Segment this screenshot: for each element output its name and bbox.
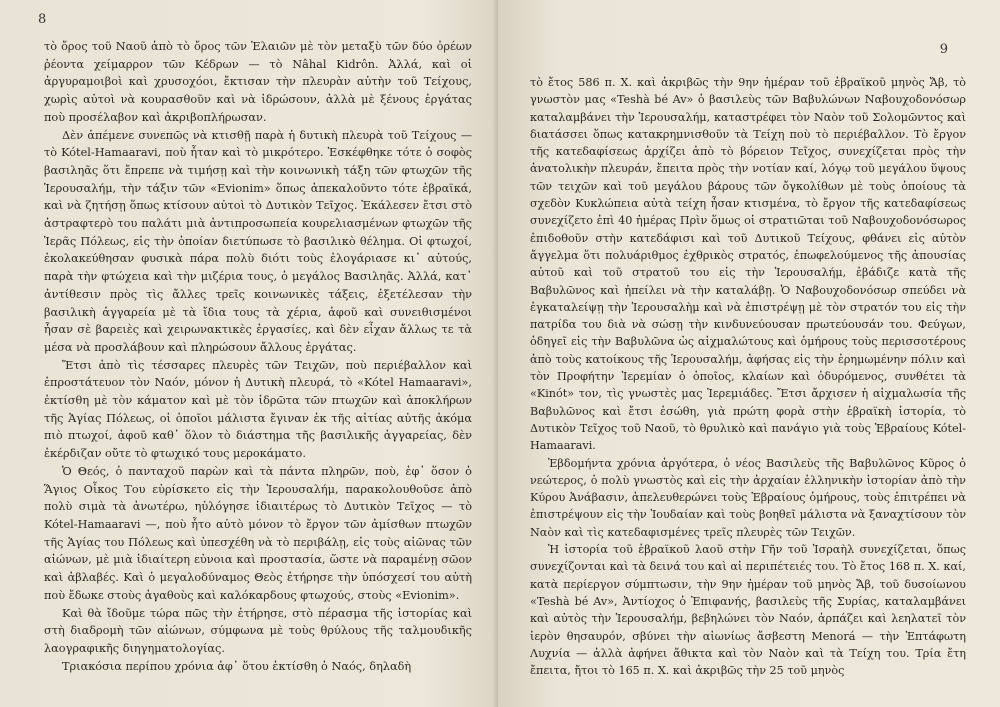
right-page-number: 9 — [939, 42, 948, 57]
right-page-text — [530, 74, 966, 679]
right-page — [498, 0, 1000, 707]
paragraph: Ὁ Θεός, ὁ πανταχοῦ παρὼν καὶ τὰ πάντα πληρῶν, ποὺ, ἐφ᾽ ὅσον ὁ Ἅγιος Οἶκος Του εὑρίσκετο εἰς τὴν Ἱερουσαλήμ, παρακολουθοῦσε ἀπὸ πολὺ σιμὰ τὰ ἀνωτέρω, ηὐλόγησε ἰδιαιτέρως τὸ Δυτικὸν Τεῖχος — τὸ Kótel-Hamaaravi —, ποὺ ἦτο αὐτὸ μόνον τὸ ἔργον τῶν ἀμίσθων πτωχῶν τῆς Ἁγίας του Πόλεως καὶ ὑπεσχέθη νὰ τὸ περιβάλῃ, εἰς τοὺς αἰῶνας τῶν αἰώνων, μὲ μιὰ ἰδιαίτερη εὐνοια καὶ προστασία, ὥστε νὰ παραμένῃ σῶον καὶ ἀβλαβές. Καὶ ὁ μεγαλοδύναμος Θεὸς ἐτήρησε τὴν ὑπόσχεσί του αὐτὴ ποὺ ἔδωκε στοὺς ἀγαθοὺς καὶ καλόκαρδους φτωχούς, στοὺς «Evionim». — [44, 464, 472, 602]
paragraph: Τριακόσια περίπου χρόνια ἀφ᾽ ὅτου ἐκτίσθη ὁ Ναός, δηλαδὴ — [62, 659, 412, 673]
paragraph: Καὶ θὰ ἴδοῦμε τώρα πῶς τὴν ἐτήρησε, στὸ πέρασμα τῆς ἱστορίας καὶ στὴ διαδρομὴ τῶν αἰώνων, σύμφωνα μὲ τοὺς θρύλους τῆς ταλμουδικῆς λαογραφικῆς διηγηματολογίας. — [44, 606, 472, 655]
paragraph: τὸ ἔτος 586 π. Χ. καὶ ἀκριβῶς τὴν 9ην ἡμέραν τοῦ ἑβραϊκοῦ μηνὸς Ἄβ, τὸ γνωστὸν μας «Teshà bé Av» ὁ βασιλεὺς τῶν Βαβυλώνων Ναβουχοδονόσωρ καταλαμβάνει τὴν Ἱερουσαλήμ, καταστρέφει τὸν Ναὸν τοῦ Σολομῶντος καὶ διατάσσει ὅπως κατακρημνισθοῦν τὰ Τείχη ποὺ τὸ περιέβαλλον. Τὸ ἔργον τῆς κατεδαφίσεως ἀρχίζει ἀπὸ τὸ βόρειον Τεῖχος, συνεχίζεται πρὸς τὴν ἀνατολικὴν πλευράν, ἔπειτα πρὸς τὴν νοτίαν καί, λόγῳ τοῦ μεγάλου ὕψους τῶν τειχῶν καὶ τοῦ μεγάλου βάρους τῶν ὄγκολίθων μὲ τοὺς ὁποίους τὰ σχεδὸν Κυκλώπεια αὐτὰ τείχη ἦσαν κτισμένα, τὸ ἔργον τῆς κατεδαφίσεως συνεχίζετο ἐπὶ 40 ἡμέρας Πρὶν ὅμως οἱ στρατιῶται τοῦ Ναβουχοδονόσωρος ἐπιδοθοῦν στὴν κατεδάφισι καὶ τοῦ Δυτικοῦ Τείχους, φθάνει εἰς αὐτὸν ἄγγελμα ὅτι πολυάριθμος ἐχθρικὸς στρατός, ἐπωφελούμενος τῆς ἀπουσίας αὐτοῦ καὶ τοῦ στρατοῦ του εἰς τὴν Ἱερουσαλήμ, ἐβάδιζε κατὰ τῆς Βαβυλῶνος καὶ ἠπείλει νὰ τὴν καταλάβῃ. Ὁ Ναβουχοδονόσωρ σπεύδει νὰ ἐγκαταλείψῃ τὴν Ἱερουσαλὴμ καὶ νὰ ἐπιστρέψῃ μὲ τὸν στρατόν του εἰς τὴν πατρίδα του διὰ νὰ σώσῃ τὴν κινδυνεύουσαν πρωτεύουσάν του. Φεύγων, ὁδηγεῖ εἰς τὴν Βαβυλῶνα ὡς αἰχμαλώτους καὶ ὁμήρους τοὺς περισσοτέρους ἀπὸ τοὺς κατοίκους τῆς Ἱερουσαλήμ, ἀφήσας εἰς τὴν ἐρημωμένην πόλιν καὶ τὸν Προφήτην Ἱερεμίαν ὁ ὁποῖος, κλαίων καὶ ὀδυρόμενος, συνθέτει τὰ «Kinót» τον, τὶς γνωστὲς μας Ἱερεμιάδες. Ἔτσι ἄρχισεν ἡ αἰχμαλωσία τῆς Βαβυλῶνος καὶ ἔτσι ἐσώθη, γιὰ πρώτη φορὰ στὴν ἑβραϊκὴ ἱστορία, τὸ Δυτικὸν Τεῖχος τοῦ Ναοῦ, τὸ θρυλικὸ καὶ πανάγιο γιὰ τοὺς Ἑβραίους Kótel-Hamaaravi. — [530, 76, 966, 453]
paragraph: Ἔτσι ἀπὸ τὶς τέσσαρες πλευρὲς τῶν Τειχῶν, ποὺ περιέβαλλον καὶ ἐπροστάτευον τὸν Ναόν, μόνον ἡ Δυτικὴ πλευρά, τὸ «Kótel Hamaaravi», ἐκτίσθη μὲ τὸν κάματον καὶ μὲ τὸν ἱδρῶτα τῶν πτωχῶν καὶ ἀποκλήρων τῆς Ἁγίας Πόλεως, οἱ ὁποῖοι μάλιστα ἔγιναν ἐκ τῆς αἰτίας αὐτῆς ἀκόμα πιὸ πτωχοί, ἀφοῦ καθ᾽ ὅλον τὸ διάστημα τῆς βασιλικῆς ἀγγαρείας, δὲν ἐκέρδιζαν οὔτε τὸ φτωχικό τους μεροκάματο. — [44, 358, 472, 461]
left-page — [0, 0, 498, 707]
paragraph: Δὲν ἀπέμενε συνεπῶς νὰ κτισθῇ παρὰ ἡ δυτικὴ πλευρὰ τοῦ Τείχους — τὸ Kótel-Hamaaravi, ποὺ ἦταν καὶ τὸ μικρότερο. Ἐσκέφθηκε τότε ὁ σοφὸς βασιληᾶς ὅτι ἔπρεπε νὰ τιμήσῃ καὶ τὴν κοινωνικὴ τάξη τῶν φτωχῶν τῆς Ἱερουσαλήμ, τὴν τάξιν τῶν «Evionim» ὅπως ἀπεκαλοῦντο τότε ἑβραϊκά, καὶ νὰ ζητήσῃ ὅπως κτίσουν αὐτοὶ τὸ Δυτικὸν Τεῖχος. Ἐκάλεσεν ἔτσι στὸ ἀστραφτερὸ του παλάτι μιὰ ἀντιπροσωπεία κουρελιασμένων φτωχῶν τῆς Ἱερᾶς Πόλεως, εἰς τὴν ὁποίαν διετύπωσε τὸ βασιλικὸ θέλημα. Οἱ φτωχοί, ἐκολακεύθησαν φυσικὰ πάρα πολὺ διότι τοὺς ἐλογάριασε κι᾽ αὐτούς, παρὰ τὴν φτώχεια καὶ τὴν μιζέρια τους, ὁ μεγάλος Βασιληᾶς. Ἀλλά, κατ᾽ ἀντίθεσιν πρὸς τὶς ἄλλες τρεῖς κοινωνικὲς τάξεις, ἐξετέλεσαν τὴν βασιλικὴ ἀγγαρεία μὲ τὰ ἴδια τους τὰ χέρια, ἀφοῦ καὶ συνειθισμένοι ἦσαν σὲ βαρειὲς καὶ χειρωνακτικὲς ἐργασίες, καὶ δὲν εἶχαν ἄλλως τε τὰ μέσα νὰ προσλάβουν καὶ πληρώσουν ἄλλους ἐργάτας. — [44, 128, 472, 354]
left-page-number: 8 — [38, 12, 47, 27]
paragraph: Ἡ ἱστορία τοῦ ἑβραϊκοῦ λαοῦ στὴν Γῆν τοῦ Ἰσραὴλ συνεχίζεται, ὅπως συνεχίζονται καὶ τὰ δεινά του καὶ αἱ περιπέτειές του. Τὸ ἔτος 168 π. Χ. καί, κατὰ περίεργον σύμπτωσιν, τὴν 9ην ἡμέραν τοῦ μηνὸς Ἄβ, τοῦ δυσοίωνου «Teshà bé Av», Ἀντίοχος ὁ Ἐπιφανής, βασιλεὺς τῆς Συρίας, καταλαμβάνει καὶ αὐτὸς τὴν Ἱερουσαλήμ, βεβηλώνει τὸν Ναόν, ἁρπάζει καὶ λεηλατεῖ τὸν ἱερὸν θησαυρόν, σβύνει τὴν αἰωνίως ἄσβεστη Menorá — τὴν Ἑπτάφωτη Λυχνία — ἀλλὰ ἀφήνει ἄθικτα καὶ τὸν Ναὸν καὶ τὰ Τείχη του. Τρία ἔτη ἔπειτα, ἤτοι τὸ 165 π. Χ. καὶ ἀκριβῶς τὴν 25 τοῦ μηνὸς — [530, 543, 966, 678]
paragraph: Ἑβδομήντα χρόνια ἀργότερα, ὁ νέος Βασιλεὺς τῆς Βαβυλῶνος Κῦρος ὁ νεώτερος, ὁ πολὺ γνωστὸς καὶ εἰς τὴν ἀρχαίαν ἑλληνικὴν ἱστορίαν ἀπὸ τὴν Κύρου Ἀνάβασιν, ἀπελευθερώνει τοὺς Ἑβραίους ὁμήρους, τοὺς ἐπιτρέπει νὰ ἐπιστρέψουν εἰς τὴν Ἰουδαίαν καὶ τοὺς βοηθεῖ μάλιστα νὰ ξαναχτίσουν τὸν Ναὸν καὶ τὶς κατεδαφισμένες τρεῖς πλευρὲς τῶν Τειχῶν. — [530, 456, 966, 539]
paragraph: τὸ ὄρος τοῦ Ναοῦ ἀπὸ τὸ ὄρος τῶν Ἐλαιῶν μὲ τὸν μεταξὺ τῶν δύο ὀρέων ῥέοντα χείμαρρον τῶν Κέδρων — τὸ Nâhal Kidrôn. Ἀλλά, καὶ οἱ ἀργυραμοιβοὶ καὶ χρυσοχόοι, ἔκτισαν τὴν πλευρὰν αὐτὴν τοῦ Τείχους, χωρὶς αὐτοὶ νὰ κουρασθοῦν καὶ νὰ ἱδρώσουν, ἀλλὰ μὲ ξένους ἐργάτας ποὺ προσέλαβον καὶ ἀκριβοπλήρωσαν. — [44, 40, 472, 124]
left-page-text — [44, 38, 472, 675]
